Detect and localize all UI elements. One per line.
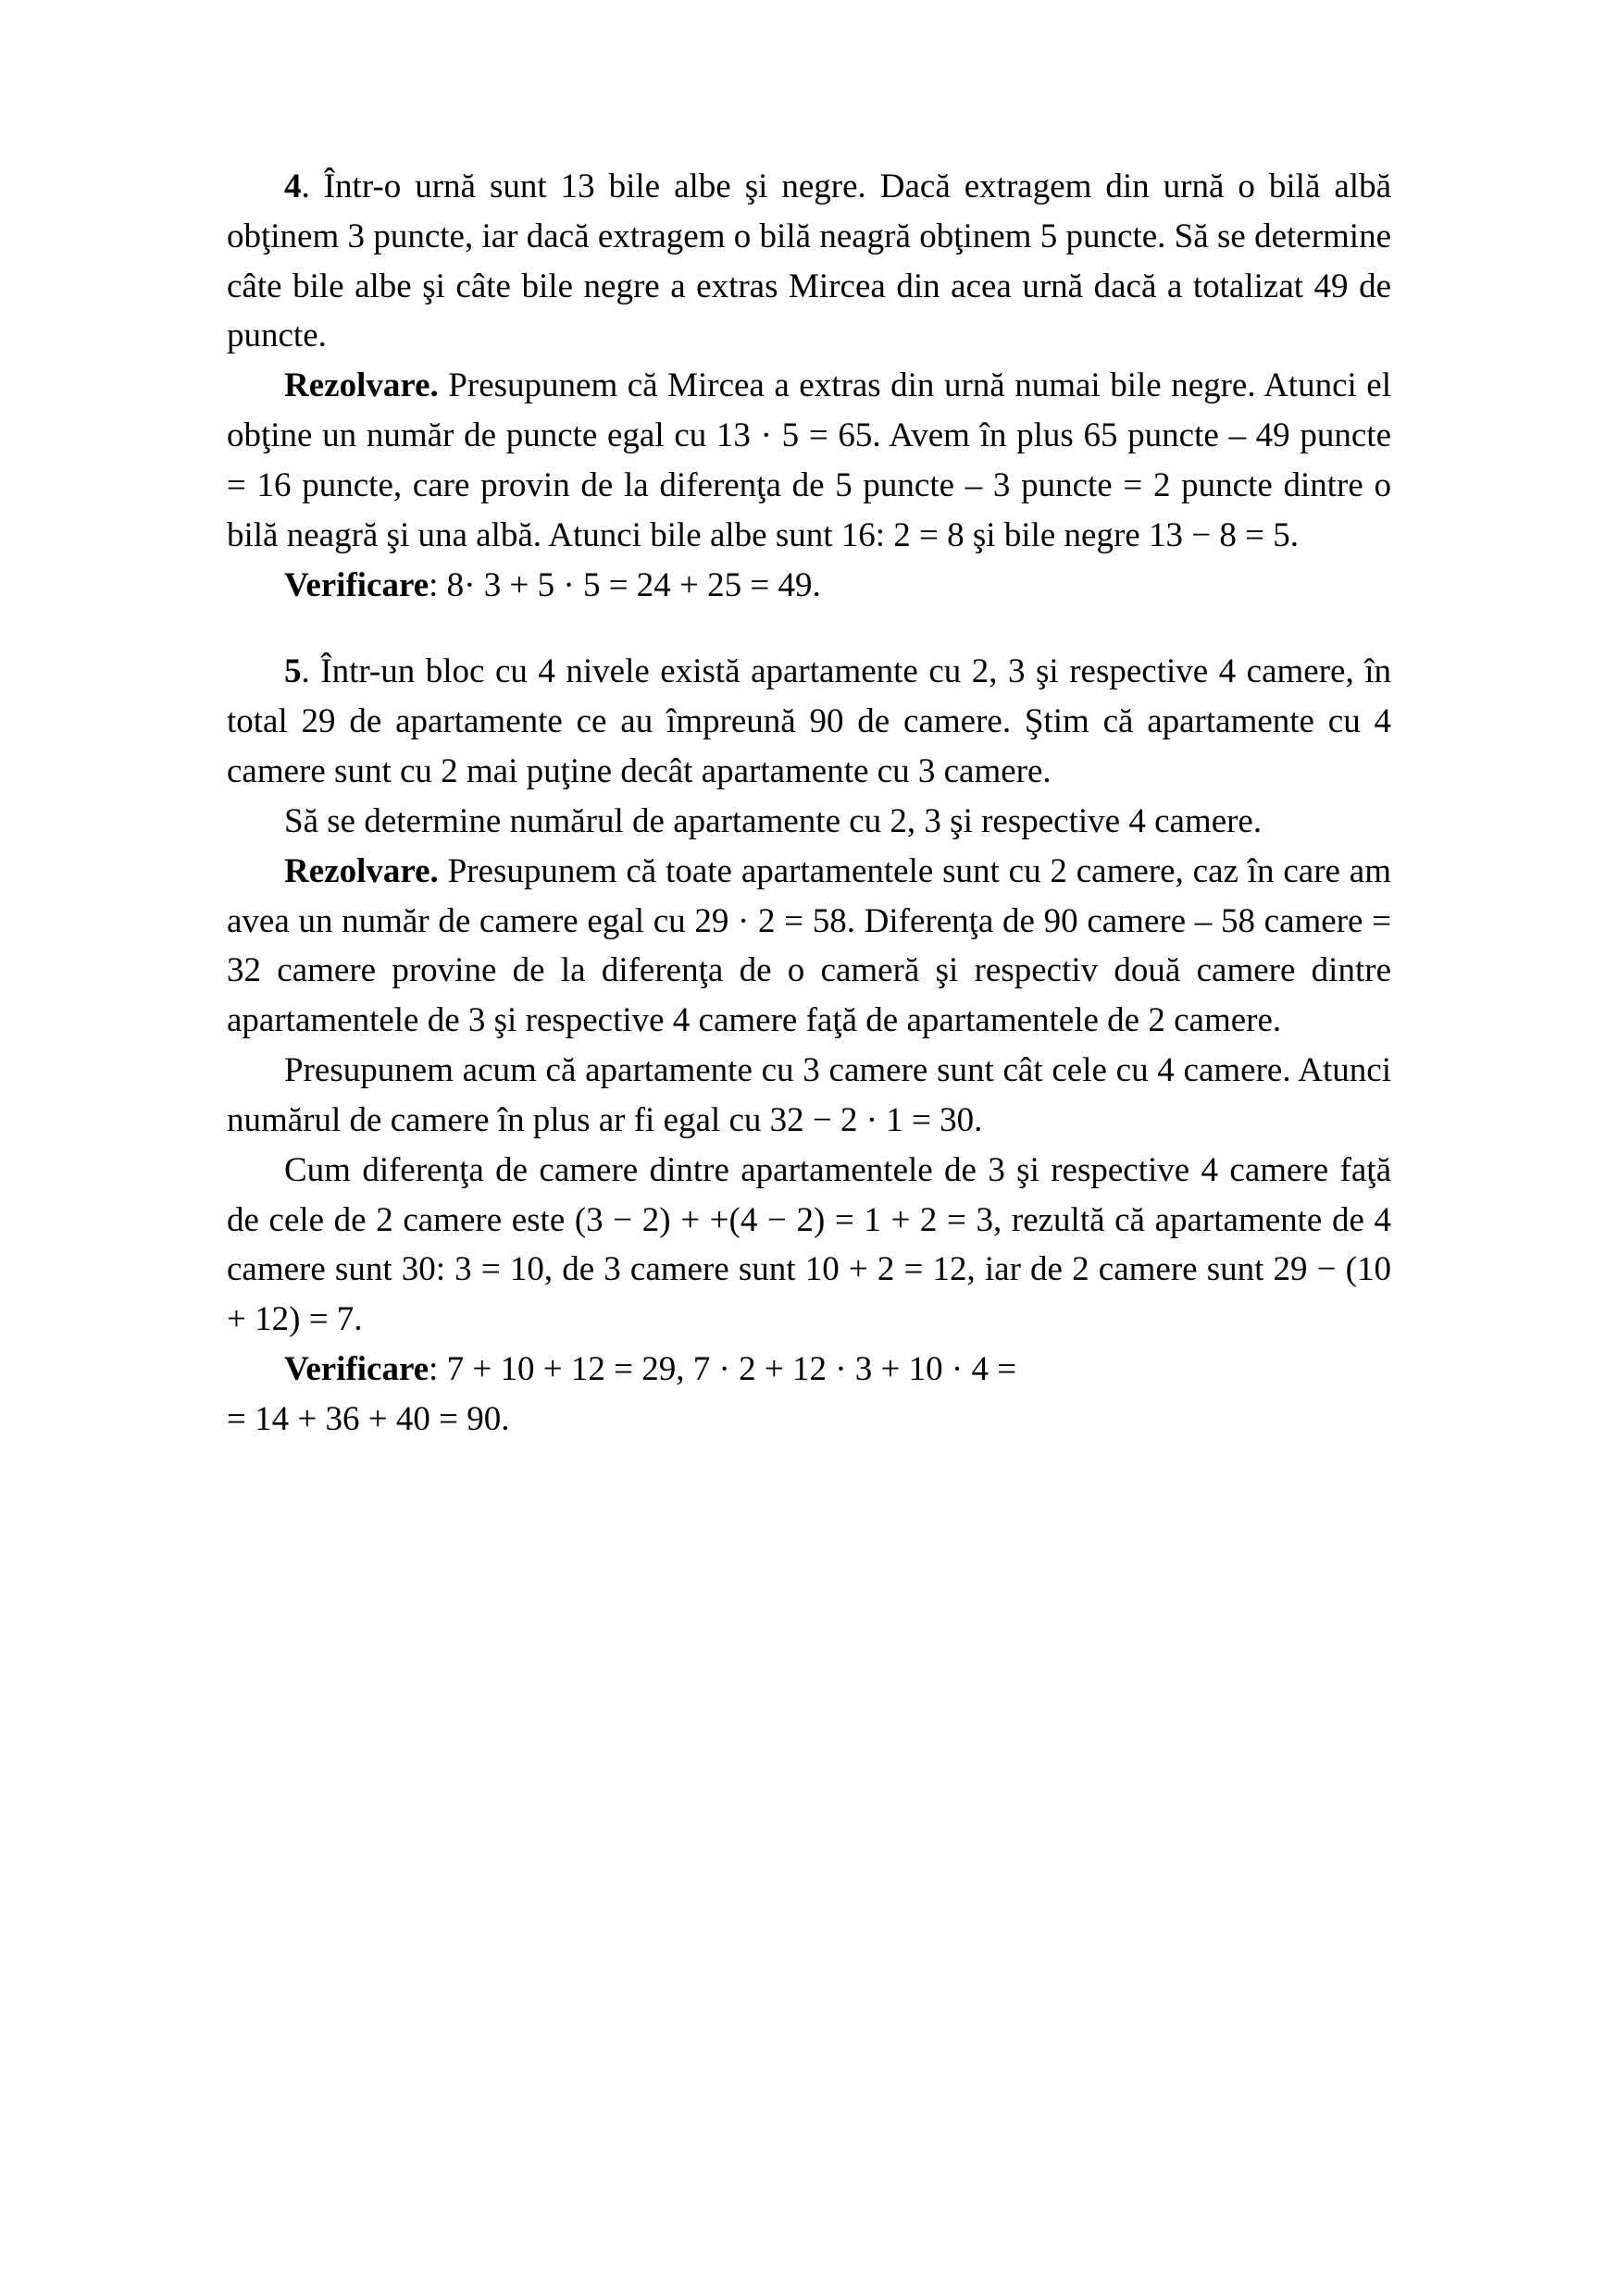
section-spacer [227,610,1391,647]
problem-5-solution-label: Rezolvare. [284,851,439,890]
problem-4-check-label: Verificare [284,565,429,604]
problem-5-statement-text: . Într-un bloc cu 4 nivele există apartamente cu 2, 3 şi respective 4 camere, în total 29 de apartamente ce au împreună 90 de camere. Ştim că apartamente cu 4 camere sunt cu 2 mai puţine decât apartamente cu 3 camere. [227,652,1391,791]
problem-4-solution-text: Presupunem că Mircea a extras din urnă numai bile negre. Atunci el obţine un număr de puncte egal cu 13 · 5 = 65. Avem în plus 65 puncte – 49 puncte = 16 puncte, care provin de la diferenţa de 5 puncte – 3 puncte = 2 puncte dintre o bilă neagră şi una albă. Atunci bile albe sunt 16: 2 = 8 şi bile negre 13 − 8 = 5. [227,366,1391,554]
problem-5-solution-3: Cum diferenţa de camere dintre apartamentele de 3 şi respective 4 camere faţă de cele de 2 camere este (3 − 2) + +(4 − 2) = 1 + 2 = 3, rezultă că apartamente de 4 camere sunt 30: 3 = 10, de 3 camere sunt 10 + 2 = 12, iar de 2 camere sunt 29 − (10 + 12) = 7. [227,1150,1391,1339]
problem-5-statement [227,647,1391,796]
problem-4-solution-label: Rezolvare. [284,366,439,405]
problem-5-question: Să se determine numărul de apartamente cu 2, 3 şi respective 4 camere. [284,801,1263,840]
page-body [227,162,1391,1445]
problem-5-check-label: Verificare [284,1350,429,1389]
problem-5-verification [227,1345,1391,1395]
problem-4-solution [227,361,1391,560]
problem-4-check-text: : 8· 3 + 5 · 5 = 24 + 25 = 49. [429,565,821,604]
problem-5-check-text: : 7 + 10 + 12 = 29, 7 · 2 + 12 · 3 + 10 · 4 = [429,1350,1017,1389]
problem-5-solution-2: Presupunem acum că apartamente cu 3 camere sunt cât cele cu 4 camere. Atunci numărul de camere în plus ar fi egal cu 32 − 2 · 1 = 30. [227,1051,1391,1139]
problem-4-number: 4 [284,168,302,205]
problem-4-statement-text: . Într-o urnă sunt 13 bile albe şi negre. Dacă extragem din urnă o bilă albă obţinem 3 puncte, iar dacă extragem o bilă neagră obţinem 5 puncte. Să se determine câte bile albe şi câte bile negre a extras Mircea din acea urnă dacă a totalizat 49 de puncte. [227,168,1391,355]
problem-5-number: 5 [284,652,302,691]
problem-5-solution-1 [227,847,1391,1046]
problem-5-solution-text-1: Presupunem că toate apartamentele sunt cu 2 camere, caz în care am avea un număr de camere egal cu 29 · 2 = 58. Diferenţa de 90 camere – 58 camere = 32 camere provine de la diferenţa de o cameră şi respectiv două camere dintre apartamentele de 3 şi respective 4 camere faţă de apartamentele de 2 camere. [227,851,1392,1040]
problem-4-statement [227,162,1391,361]
problem-4-verification [227,561,1391,611]
problem-5-verification-line2: = 14 + 36 + 40 = 90. [227,1399,510,1438]
